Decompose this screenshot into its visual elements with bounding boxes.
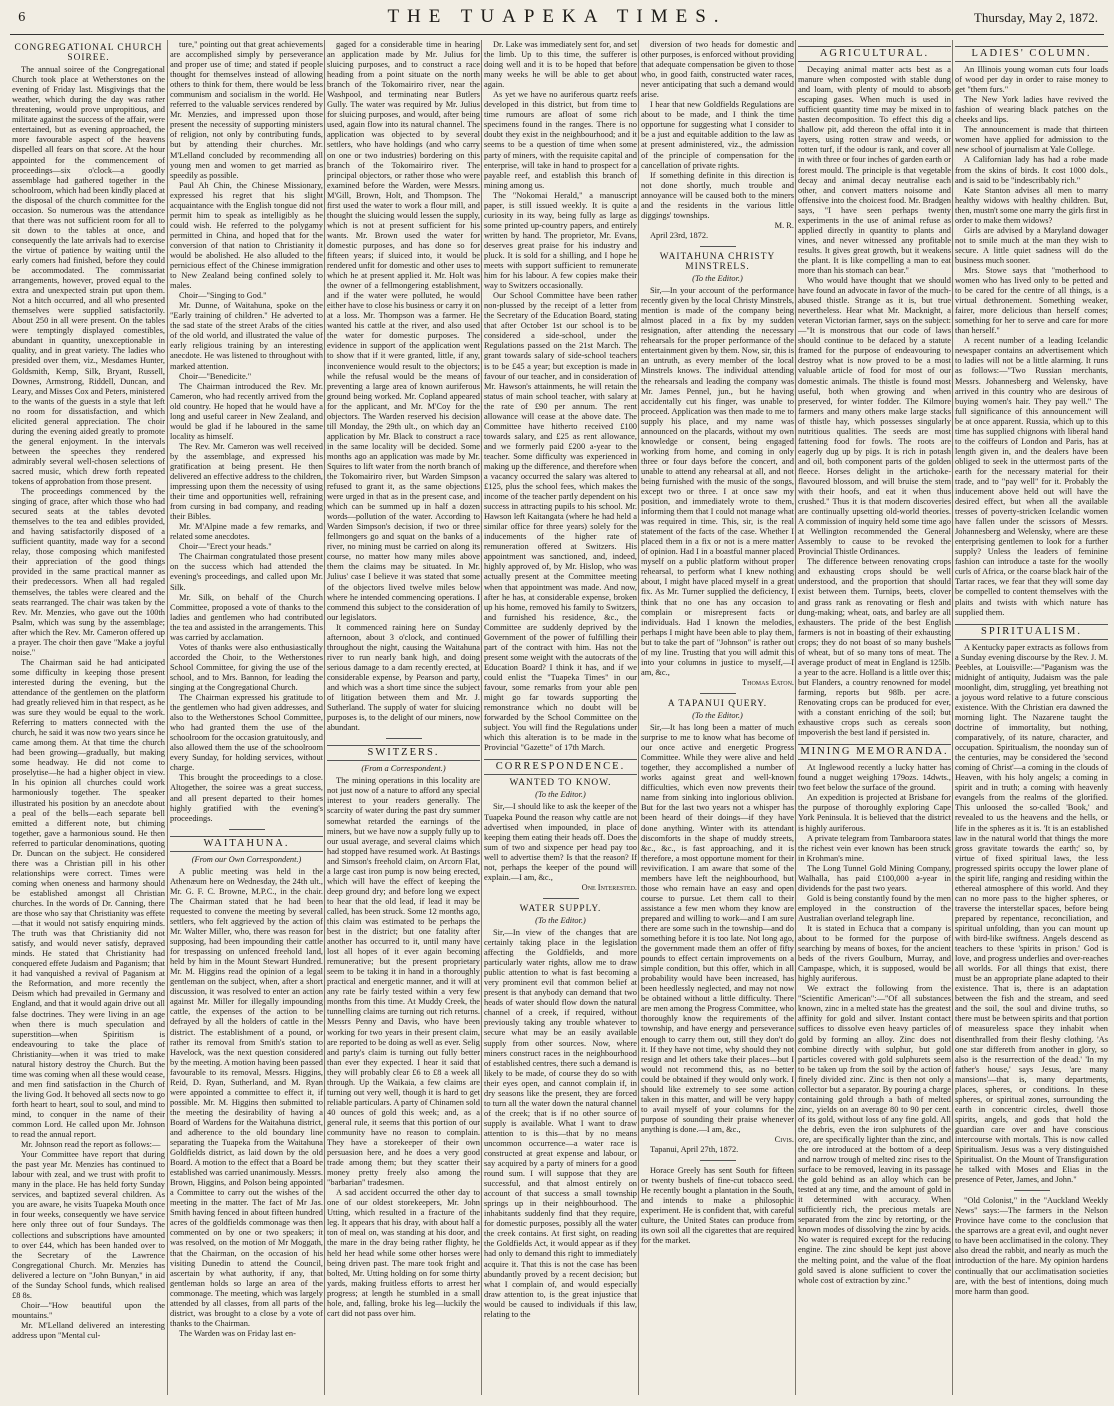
article-paragraph: A Kentucky paper extracts as follows from a Sunday evening discourse by the Rev. J. M. Peebles, at Louisville:—"Paganism was the midnight of antiquity, Judaism was the pale moonlight, dim, struggling, yet breathing not a joyous word relative to a future conscious existence. With the Christian era dawned the morning light. The Nazarene taught the doctrine of immortality, but nothing, comparatively, of its nature, character, and occupation. Spiritualism, the noonday sun of the centuries, may be considered the 'second coming of Christ'—a coming in the clouds of Heaven, with his holy angels; a coming in spirit and in truth; a coming with heavenly evangels from the realms of the glorified. This unloosed the so-called 'Book,' and revealed to us the heavens and the hells, or life in the spheres as it is. 'It is an established law in the natural world that things the more gross gravitate towards the earth;' so, by virtue of fixed spiritual laws, the less progressed spirits occupy the lower plane of the spirit life, ranging and residing within the ethereal atmosphere of this world. And they can no more pass to the higher spheres, or traverse the interstellar spaces, before being prepared by repentance, reconciliation, and spiritual unfolding, than you can mount up with bird-like swiftness. Angels descend as teachers to these 'spirits in prison.' God is love, and progress underlies and over-reaches all worlds. For all things that exist, there must be an appropriate plane adapted to their existence. That is, there is an adaptation between the fish and the stream, and seed and the soil, the soul and divine truths, so there must be between spirits and that portion of measureless space they inhabit when disenthralled from their fleshy clothing. 'As one star differeth from another in glory, so also is the resurrection of the dead.' 'In my father's house,' says Jesus, 'are many mansions'—that is, many departments, places, spheres, or conditions. In these spheres, or spiritual zones, surrounding the earth in concentric circles, dwell those spirits, angels, and gods that hold the guardian care over and have conscious intercourse with mortals. This is now called Spiritualism. Jesus was a very distinguished Spiritualist. On the Mount of Transfiguration he talked with Moses and Elias in the presence of Peter, James, and John." xyxy=(955,642,1108,1185)
letter-salutation: (To the Editor.) xyxy=(535,915,586,925)
column-rule xyxy=(167,40,168,1395)
article-paragraph: The announcement is made that thirteen women have applied for admission to the new school of journalism at Yale College. xyxy=(955,125,1108,155)
letter-date: Tapanui, April 27th, 1872. xyxy=(650,1145,739,1155)
section-heading: LADIES' COLUMN. xyxy=(955,46,1108,62)
letter-paragraph: Sir,—In your account of the performance recently given by the local Christy Minstrels, mention is made of the company being almost placed in a fix by my sudden resignation, after attending the necessary rehearsals for the proper performance of the entertainment given by them. Now, sir, this is an untruth, as every member of the local Minstrels knows. The individual attending the rehearsals and leading the company was Mr. James Pennel, jun., but he having accidentally cut his finger, was unable to proceed. Application was then made to me to supply his place, and my name was announced on the placards, without my own knowledge or consent, being engaged working from home, and coming in only three or four days before the concert, and unable to attend any rehearsal at all, and not being furnished with the music of the songs, except two or three. I at once saw my position, and immediately wrote to them, informing them that I could not manage what was required in time. This, sir, is the real statement of the facts of the case. Whether I placed them in a fix or not is a mere matter of opinion. Had I in a boastful manner placed myself on a public platform without proper rehearsal, to perform what I knew nothing about, I might have placed myself in a great fix. As Mr. Turner supplied the deficiency, I think that no one has any occasion to complain or misrepresent facts or individuals. Had I known the melodies, perhaps I might have been able to play them, but to take the part of "Johnson" is rather out of my line. Trusting that you will admit this into your columns in justice to myself,—I am, &c., xyxy=(641,286,794,677)
article-paragraph: Choir—"Benedicite." xyxy=(179,371,252,381)
article-paragraph: As yet we have no auriferous quartz reefs developed in this district, but from time to time rumours are afloat of some rich specimens found in the ranges. There is no doubt they exist in the neighbourhood; and it seems to be a question of time when some party of miners, with the requisite capital and enterprise, will take in hand to prospect for a payable reef, and establish this branch of mining among us. xyxy=(484,90,637,190)
column-1 xyxy=(12,40,165,1395)
article-paragraph: "Old Colonist," in the "Auckland Weekly News" says:—The farmers in the Nelson Province have come to the conclusion that the sparrows are a great evil, and ought never to have been acclimatised in the colony. They also dread the rabbit, and nearly as much the introduction of the hare. My opinion hardens continually that our acclimatisation societies are, with the best of intentions, doing much more harm than good. xyxy=(955,1196,1108,1296)
article-paragraph: The "Nokomai Herald," a manuscript paper, is still issued weekly. It is quite a curiosity in its way, being fully as large as some printed up-country papers, and entirely written by hand. The proprietor, Mr. Evans, deserves great praise for his industry and pluck. It is sold for a shilling, and I hope he meets with support sufficient to remunerate him for his labour. A few copies make their way to Switzers occasionally. xyxy=(484,190,637,291)
article-paragraph: The Warden was on Friday last en- xyxy=(179,1328,296,1338)
letter-date: April 23rd, 1872. xyxy=(650,230,709,240)
article-paragraph: Gold is being constantly found by the men employed in the construction of the Australian overland telegraph line. xyxy=(798,893,951,923)
article-paragraph: Choir—"How beautiful upon the mountains." xyxy=(12,1300,165,1320)
section-divider xyxy=(700,693,736,694)
article-paragraph: The Chairman introduced the Rev. Mr. Cameron, who had recently arrived from the old country. He hoped that he would have a long and useful career in New Zealand, and would be glad if he laboured in the same locality as himself. xyxy=(170,381,323,441)
article-paragraph: Choir—"Erect your heads." xyxy=(179,542,272,552)
article-paragraph: Mr. M'Lelland delivered an interesting address upon "Mental cul- xyxy=(12,1320,165,1340)
column-2 xyxy=(170,40,323,1395)
article-paragraph: The New York ladies have revived the fashion of wearing black patches on the cheeks and lips. xyxy=(955,95,1108,125)
article-paragraph: The Chairman said he had anticipated some difficulty in keeping those present interested during the evening, but the attendance of the gentlemen on the platform had greatly relieved him in that respect, as he was sure they would be equal to the work. Referring to matters connected with the church, he said it was now two years since he came among them. At that time the church had been growing—gradually, but making some headway. He did not come to proselytise—he had a higher object in view. In his opinion all churches could work harmoniously together. The speaker illustrated his position by an anecdote about a peal of the bells—each separate bell emitted a different note, but chiming together, gave a harmonious sound. He then referred to particular denominations, quoting Dr. Duncan on the subject. He considered there was a Christian pill in his other relationships were correct. Times were coming when oneness and harmony should be established amongst all Christian churches. In the words of Dr. Canning, there are those who say that Christianity was effete—that it would not satisfy enquiring minds. The truth was that Christianity did not satisfy, and would never satisfy, depraved minds. He stated that Christianity had conquered effete Judaism and Paganism; that it had vanquished a revival of Paganism at the Reformation, and more recently the Deism which had prevailed in Germany and England, and that it would again drive out all false doctrines. They were living in an age when there is much speculation and superstition—when Spiritism is endeavouring to take the place of Christianity—when it was tried to make natural history destroy the Church. But the time was coming when all these would cease, and men find satisfaction in the Church of the living God. It behoved all sects now to go forth heart to heart, soul to soul, and mind to mind, to conquer in the name of their common Lord. He called upon Mr. Johnson to read the annual report. xyxy=(12,657,165,1140)
article-paragraph: Horace Greely has sent South for fifteen or twenty bushels of fine-cut tobacco seed. He recently bought a plantation in the South, and intends to make a philosophic experiment. He is confident that, with careful culture, the United States can produce from its own soil all the cigarettes that are required for the market. xyxy=(641,1166,794,1246)
article-heading: WAITAHUNA. xyxy=(170,836,323,852)
article-heading: SWITZERS. xyxy=(327,745,480,761)
column-rule xyxy=(638,40,639,1395)
letter-salutation: (To the Editor.) xyxy=(692,274,743,284)
article-paragraph: At Inglewood recently a lucky hatter has found a nugget weighing 179ozs. 14dwts., two feet below the surface of the ground. xyxy=(798,763,951,793)
letter-paragraph: Sir,—In view of the changes that are certainly taking place in the legislation affecting the Goldfields, and more particularly water rights, allow me to draw public attention to what is fast becoming a very prominent evil that common belief at present is that anybody can demand that two heads of water should flow down the natural channel of a creek, if required, without previously taking any trouble whatever to secure what may be an easily available supply from other sources. Now, where miners construct races in the neighbourhood of established centres, there such a demand is likely to be made, of course they do so with their eyes open, and cannot complain if, in dry seasons like the present, they are forced to turn all the water down the natural channel of the creek; that is if no other source of supply is available. What I want to draw attention to is this—that by no means uncommon occurrence—a water race is constructed at great expense and labour, or say acquired by a party of miners for a good round sum. I will suppose that they are successful, and that almost entirely on account of that success a small township springs up in their neighbourhood. The inhabitants suddenly find that they require, for domestic purposes, possibly all the water the creek contains. At first sight, on reading the Goldfields Act, it would appear as if they had only to demand this right to immediately acquire it. That this is not the case has been abundantly proved by a recent decision; but what I complain of, and would especially draw attention to, is the great injustice that would be caused to individuals if this law, relating to the xyxy=(484,927,637,1319)
article-paragraph: This brought the proceedings to a close. Altogether, the soiree was a great success, and all present departed to their homes highly gratified with the evening's proceedings. xyxy=(170,773,323,823)
letter-heading: A TAPANUI QUERY. xyxy=(667,698,768,709)
article-paragraph: An expedition is projected at Brisbane for the purpose of thoroughly exploring Cape York Peninsula. It is believed that the district is highly auriferous. xyxy=(798,793,951,833)
letter-signature: Thomas Eaton. xyxy=(742,677,794,687)
letter-signature: Civis. xyxy=(774,1134,794,1144)
article-paragraph: The difference between renovating crops and exhausting crops should be well understood, and the proportion that should exist between them. Turnips, beets, clover and grass rank as renovating or flesh and dung-making; wheat, oats, and barley are all exhausters. The pride of the best English farmers is not in boasting of their exhausting crops; they do not boast of so many bushels of wheat, but of so many tons of meat. The average product of meat in England is 125lb. a year to the acre. Holland is a little over this; but Flanders, a country renowned for model farming, reports but 98lb. per acre. Renovating crops can be produced for ever, with a constant enriching of the soil; but exhaustive crops such as cereals soon impoverish the best land if persisted in. xyxy=(798,557,951,738)
section-heading: MINING MEMORANDA. xyxy=(798,744,951,760)
column-7 xyxy=(955,40,1108,1395)
article-paragraph: Mr. Dunne, of Waitahuna, spoke on the "Early training of children." He adverted to the sad state of the street Arabs of the cities of the old world, and illustrated the value of early religious training by an interesting anecdote. He was listened to throughout with marked attention. xyxy=(170,301,323,371)
article-paragraph: Our School Committee have been rather non-plussed by the receipt of a letter from the Secretary of the Education Board, stating that after October 1st our school is to be considered a side-school, under the Regulations passed on the 21st March. The grant towards salary of side-school teachers is to be £45 a year; but exception is made in favour of our teacher, and in consideration of Mr. Hawson's attainments, he will retain the status of main school teacher, with salary at the rate of £90 per annum. The rent allowance will cease at the above date. The Committee have hitherto received £100 towards salary, and £25 as rent allowance, and we formerly paid £200 a-year to the teacher. Some difficulty was experienced in making up the difference, and therefore when a vacancy occurred the salary was altered to £125, plus the school fees, which makes the income of the teacher partly dependent on his success in attracting pupils to his school. Mr. Hawson left Kaitangata (where he had held a similar office for three years) solely for the inducements of the higher rate of remuneration offered at Switzers. His appointment was sanctioned, and, indeed, highly approved of, by Mr. Hislop, who was actually present at the Committee meeting when that appointment was made. And now, after he has, at considerable expense, broken up his home, removed his family to Switzers, and furnished his residence, &c., the Committee are suddenly deprived by the Government of the power of fulfilling their part of the contract with him. Has not the present some weight with the autocrats of the Education Board? I think it has, and if we could enlist the "Tuapeka Times" in our favour, some remarks from your able pen might go far towards supporting the remonstrance which no doubt will be forwarded by the School Committee on the subject. You will find the Regulations under which this alteration is to be made in the Provincial "Gazette" of 17th March. xyxy=(484,291,637,753)
article-paragraph: A sad accident occurred the other day to one of our oldest storekeepers, Mr. John Utting, which resulted in a fracture of the leg. It appears that his dray, with about half a ton of meal on, was standing at his door, and the mare in the dray being rather flighty, he held her head while some other horses were being driven past. The mare took fright and bolted, Mr. Utting holding on for some thirty yards, making fruitless efforts to arrest her progress; at length he stumbled in a small hole, and, falling, broke his leg—luckily the cart did not pass over him. xyxy=(327,1188,480,1318)
section-heading: AGRICULTURAL. xyxy=(798,46,951,62)
section-divider xyxy=(543,898,579,899)
letter-signature: One Interested. xyxy=(581,882,637,892)
article-paragraph: Kate Stanton advises all men to marry healthy widows with healthy children. But, then, mustn't some one marry the girls first in order to make them widows? xyxy=(955,185,1108,225)
section-divider xyxy=(1014,1190,1050,1191)
article-paragraph: Mrs. Stowe says that "motherhood to women who has lived only to be petted and to be cared for the centre of all things, is a virtual dethronement. Something weaker, fairer, more delicious than herself comes; something for her to serve and care for more than herself." xyxy=(955,265,1108,336)
article-heading: CONGREGATIONAL CHURCH SOIREE. xyxy=(14,43,163,64)
issue-date: Thursday, May 2, 1872. xyxy=(973,10,1098,25)
article-paragraph: Mr. M'Alpine made a few remarks, and related some anecdotes. xyxy=(170,522,323,542)
letter-paragraph: I hear that new Goldfields Regulations are about to be made, and I think the time opportune for suggesting what I consider to be a just and equitable addition to the law as at present administered, viz., the admission of the principle of compensation for the cancellation of private rights. xyxy=(641,100,794,170)
article-paragraph: A private telegram from Tambaroora states the richest vein ever known has been struck in Krohman's mine. xyxy=(798,833,951,863)
article-paragraph: Choir—"Singing to God." xyxy=(179,291,267,301)
article-paragraph: The mining operations in this locality are not just now of a nature to afford any special interest to your readers generally. The scarcity of water during the past dry summer somewhat retarded the earnings of the miners, but we have now a supply fully up to our usual average, and several claims which had stopped have resumed work. At Bastings and Simson's freehold claim, on Arcorn Flat, a large cast iron pump is now being erected, which will have the effect of keeping the deep ground dry; and before long we expect to hear that the old lead, if lead it may be called, has been struck. Some 12 months ago, this claim was estimated to be perhaps the best in the district; but one fatality after another has occurred to it, until many have lost all hopes of it ever again becoming remunerative; but the present proprietary seem to be taking it in hand in a thoroughly practical and energetic manner, and it will at any rate be fairly tested within a very few months from this time. At Muddy Creek, the tunnelling claims are turning out rich returns. Messrs Penny and Davis, who have been working for two years in their present claim, are reported to be doing as well as ever. Selig and party's claim is turning out fully better than ever they expected. I hear it said that they will probably clear £6 to £8 a week all through. Up the Waikaia, a few claims are turning out very well, though it is hard to get reliable particulars. A party of Chinamen sold 40 ounces of gold this week; and, as a general rule, it seems that this portion of our community have no reason to complain. They have a storekeeper of their own persuasion here, and he does a very good trade among them; but they scatter their money pretty freely also among the "barbarian" tradesmen. xyxy=(327,776,480,1188)
article-paragraph: ture," pointing out that great achievements are accomplished simply by perseverance and proper use of time; and stated if people thought for themselves instead of allowing others to think for them, there would be less communism and socialism in the world. He referred to the valuable services rendered by Mr. Menzies, and impressed upon those present the necessity of supporting ministers of religion, not only by contributing funds, but by attending their churches. Mr. M'Lelland concluded by recommending all young men and women to get married as speedily as possible. xyxy=(170,40,323,180)
newspaper-title: THE TUAPEKA TIMES. xyxy=(387,6,727,27)
article-paragraph: A recent number of a leading Icelandic newspaper contains an advertisement which to ladies will not be a little alarming. It runs as follows:—"Two Russian merchants, Messrs. Johannesberg and Welensky, have arrived in this country who are desirous of buying women's hair. They pay well." The full significance of this announcement will be at once apparent. Russia, which up to this time has supplied chignons with liberal hand to the coiffeurs of London and Paris, has at length given in, and the dealers have been obliged to seek in the uttermost parts of the earth for the necessary material for their trade, and to "pay well" for it. Probably the inducement above held out will have the desired effect, but when all the available tresses of poverty-stricken Icelandic women have fallen under the scissors of Messrs. Johannesberg and Welensky, where are these enterprising gentlemen to look for a further supply? Unless the leaders of feminine fashion can introduce a taste for the woolly curls of Africa, or the coarse black hair of the Tartar races, we fear that they will some day be compelled to content themselves with the plaits and twists with which nature has supplied them. xyxy=(955,336,1108,617)
column-rule xyxy=(952,40,953,1395)
letter-heading: WATER SUPPLY. xyxy=(519,903,602,914)
column-5 xyxy=(641,40,794,1395)
section-divider xyxy=(386,738,422,739)
article-paragraph: An Illinois young woman cuts four loads of wood per day in order to raise money to get "them furs." xyxy=(955,65,1108,95)
article-paragraph: The annual soiree of the Congregational Church took place at Wetherstones on the evening of Friday last. Misgivings that the weather, which during the day was rather threatening, would prove unpropitious, and militate against the success of the affair, were entertained, but as evening approached, the more favourable aspect of the heavens dispelled all fears on that score. At the hour appointed for the commencement of proceedings—six o'clock—a goodly assemblage had gathered together in the schoolroom, which had been kindly placed at the disposal of the church committee for the occasion. So numerous was the attendance that there was not sufficient room for all to sit down to the tables at once, and consequently the late arrivals had to exercise the virtue of patience by waiting until the early comers had finished, before they could be accommodated. The commissariat arrangements, however, proved equal to the extra and unexpected strain put upon them. Not a hitch occurred, and all who presented themselves were supplied satisfactorily. About 250 in all were present. On the tables were temptingly displayed comestibles, abundant in quantity, unexceptionable in quality, and in great variety. The ladies who presided over them, viz., Mesdames Hunter, Goldsmith, Kemp, Silk, Bryant, Russell, Downes, Armstrong, Riddell, Duncan, and Leary, and Misses Cox and Peters, ministered to the wants of the guests in a style that left no room for dissatisfaction, and which elicited general appreciation. The choir during the evening aided greatly to promote the general enjoyment. In the intervals between the speeches they rendered admirably several well-chosen selections of sacred music, which drew forth repeated tokens of approbation from those present. xyxy=(12,65,165,487)
letter-heading: WANTED TO KNOW. xyxy=(509,778,612,789)
section-divider xyxy=(229,829,265,830)
article-paragraph: A public meeting was held in the Athenæum here on Wednesday, the 24th ult., Mr. G. F. C. Browne, M.P.C., in the chair. The Chairman stated that he had been requested to convene the meeting by several settlers, who felt aggrieved by the action of Mr. Walter Miller, who, there was reason for supposing, had been impounding their cattle for trespassing on unfenced freehold land, held by him in the Mount Stewart Hundred. Mr. M. Higgins read the opinion of a legal gentleman on the subject, when, after a short discussion, it was resolved to enter an action against Mr. Miller for illegally impounding cattle, the expenses of the action to be defrayed by all the holders of cattle in the district. The establishment of a pound, or rather its removal from Smith's station to Havelock, was the next question considered by the meeting. A motion having been passed favourable to its removal, Messrs. Higgins, Reid, D. Ryan, Sutherland, and M. Ryan were appointed a committee to effect it, if possible. Mr. M. Higgins then submitted to the meeting the desirability of having a Board of Wardens for the Waitahuna district, and adherence to the old boundary line separating the Tuapeka from the Waitahuna Goldfields district, as laid down by the old Board. A motion to the effect that a Board be established was carried unanimously. Messrs. Brown, Higgins, and Polson being appointed a Committee to carry out the wishes of the meeting in the matter. The fact of Mr Jas. Smith having fenced in about fifteen hundred acres of the goldfields commonage was then commented on by one or two speakers; it was resolved, on the motion of Mr Moggath, that the Chairman, on the occasion of his visiting Dunedin to attend the Council, ascertain by what authority, if any, that gentleman holds so large an area of the commonage. The meeting, which was largely attended by all classes, from all parts of the district, was brought to a close by a vote of thanks to the Chairman. xyxy=(170,866,323,1328)
article-paragraph: Decaying animal matter acts best as a manure when composted with stable dung and loam, with plenty of mould to absorb escaping gases. When much is used in sufficient quantity time may be mixed in to hasten decomposition. To effect this dig a shallow pit, add thereon the offal into it in layers, using rotten straw and weeds, or rotten turf, if the odour is rank, and cover all in with three or four inches of garden earth or forest mould. The principle is that vegetable decay and animal decay neutralise each other, and convert matters noisome and offensive into the choicest food. Mr. Bradgen says, "I have seen perhaps twenty experiments in the use of animal refuse as applied directly in quantity to plants and vines, and never witnessed any profitable results. It gives great growth, but it weakens the plant. It is like compelling a man to eat more than his stomach can bear." xyxy=(798,65,951,275)
article-paragraph: The Chairman expressed his gratitude to the gentlemen who had given addresses, and also to the Wetherstones School Committee, who had granted them the use of the schoolroom for the occasion gratuitously, and also allowed them the use of the schoolroom every Sunday, for holding services, without charge. xyxy=(170,693,323,773)
column-rule xyxy=(324,40,325,1395)
article-paragraph: The proceedings commenced by the singing of grace, after which those who had secured seats at the tables devoted themselves to the tea and edibles provided, and having satisfactorily disposed of a sufficient quantity, made way for a second relay, those composing which manifested their appreciation of the good things provided in the same practical manner as their predecessors. When all had regaled themselves, the tables were cleared and the seats rearranged. The chair was taken by the Rev. Mr. Menzies, who gave out the 100th Psalm, which was sung by the assemblage; after which the Rev. Mr. Cameron offered up a prayer. The choir then gave "Make a joyful noise." xyxy=(12,487,165,657)
article-paragraph: A Californian lady has had a robe made from the skins of birds. It cost 1000 dols., and is said to be "indescribably rich." xyxy=(955,155,1108,185)
byline: (From our Own Correspondent.) xyxy=(191,854,302,864)
article-paragraph: The Rev. Mr. Cameron was well received by the assemblage, and expressed his gratification at being present. He then delivered an effective address to the children, impressing upon them the necessity of using their time and opportunities well, refraining from cursing in bad company, and reading their Bibles. xyxy=(170,441,323,522)
masthead xyxy=(10,6,1104,35)
section-heading: CORRESPONDENCE. xyxy=(484,759,637,775)
column-4 xyxy=(484,40,637,1395)
column-rule xyxy=(795,40,796,1395)
letter-signature: M. R. xyxy=(774,220,794,230)
letter-salutation: (To the Editor.) xyxy=(692,711,743,720)
article-paragraph: We extract the following from the "Scientific American":—"Of all substances known, zinc in a melted state has the greatest affinity for gold and silver. Instant contact suffices to dissolve even heavy particles of gold by forming an alloy. Zinc does not combine directly with sulphur, but gold particles covered with gold sulphurets seem to be taken up from the soil by the action of finely divided zinc. Zinc is then not only a collector but a separator. By pouring a charge containing gold through a bath of melted zinc, yields on an average 80 to 90 per cent. of its gold, without loss of any fine gold. All the debris, even the iron sulphurets of the ore, are specifically lighter than the zinc, and the ore introduced at the bottom of a deep and narrow trough of melted zinc rises to the surface to be removed, leaving in its passage the gold behind as an alloy which can be tested at any time, and the amount of gold in it determined with accuracy. When sufficiently rich, the precious metals are separated from the zinc by retorting, or the known modes of dissolving the zinc by acids. No water is required except for the reducing engine. The zinc should be kept just above the melting point, and the value of the float gold saved is alone sufficient to cover the whole cost of extraction by zinc." xyxy=(798,984,951,1285)
column-3 xyxy=(327,40,480,1395)
article-paragraph: The Chairman congratulated those present on the success which had attended the evening's proceedings, and called upon Mr. Silk. xyxy=(170,552,323,592)
article-paragraph: gaged for a considerable time in hearing an application made by Mr. Julius for sluicing purposes, and to construct a race heading from a point situate on the north branch of the Tokomairiro river, near the Washpool, and terminating near Butlers Gully. The water was required by Mr. Julius for sluicing purposes, and would, after being used, again flow into its natural channel. The application was objected to by several settlers, who have holdings (and who carry on one or two industries) bordering on this branch of the Tokomairiro river. The principal objectors, or rather those who were examined before the Warden, were Messrs. M'Gill, Brown, Holt, and Thompson. The first used the water to work a flour mill, and thought the sluicing would lessen the supply, which is not at present sufficient for his wants. Mr. Brown used the water for domestic purposes, and has done so for fifteen years; if sluiced into, it would be rendered unfit for domestic and other uses to which he at present applied it. Mr. Holt was the owner of a fellmongering establishment, and if the water were polluted, he would either have to close his business or carry it on at a loss. Mr. Thompson was a farmer. He wanted his cattle at the river, and also used the water for domestic purposes. The evidence in support of the application went to show that if it were granted, little, if any, inconvenience would result to the objectors; while the refusal would be the means of preventing a large area of known auriferous ground being worked. Mr. Copland appeared for the applicant, and Mr. M'Coy for the objectors. The Warden reserved his decision till Monday, the 29th ult., on which day an application by Mr. Black to construct a race in the same locality will be decided. Some months ago an application was made by Mr. Squires to lift water from the north branch of the Tokomairiro river, but Warden Simpson refused to grant it, as the same objections were urged in that as in the present case, and which can be summed up in half a dozen words—pollution of the water. According to Warden Simpson's decision, if two or three fellmongers go and squat on the banks of a river, no mining must be carried on along its course, no matter how many miles above them the claims may be situated. In Mr. Julius' case I believe it was stated that some of the objectors lived twelve miles below where he intended commencing operations. I commend this subject to the consideration of our legislators. xyxy=(327,40,480,622)
section-divider xyxy=(700,246,736,247)
article-paragraph: It commenced raining here on Sunday afternoon, about 3 o'clock, and continued throughout the night, causing the Waitahuna river to run nearly bank high, and doing serious damage to a dam recently erected, at considerable expense, by Pearson and party, and which was a short time since the subject of litigation between them and Mr. J. Sutherland. The supply of water for sluicing purposes is, to the delight of our miners, now abundant. xyxy=(327,622,480,733)
article-paragraph: Mr. Johnson read the report as follows:— xyxy=(21,1140,161,1150)
section-heading: SPIRITUALISM. xyxy=(955,624,1108,640)
column-6 xyxy=(798,40,951,1395)
page-number: 6 xyxy=(18,10,26,24)
article-paragraph: Mr. Silk, on behalf of the Church Committee, proposed a vote of thanks to the ladies and gentlemen who had contributed the tea and assisted in the arrangements. This was carried by acclamation. xyxy=(170,592,323,642)
letter-paragraph: If something definite in this direction is not done shortly, much trouble and annoyance will be caused both to the miners and the residents in the various little diggings' townships. xyxy=(641,170,794,220)
article-paragraph: Dr. Lake was immediately sent for, and set the limb. Up to this time, the sufferer is doing well and it is to be hoped that before many weeks he will be able to get about again. xyxy=(484,40,637,90)
letter-salutation: (To the Editor.) xyxy=(535,790,586,800)
letter-paragraph: Sir,—It has long been a matter of much surprise to me to know what has become of our once active and energetic Progress Committee. While they were alive and held together, they accomplished a number of works against great and well-known difficulties, which even now prevents their name from sinking into inglorious oblivion. But for the last two years not a whisper has been heard of their doings—if they have done anything. Winter with its attendant discomforts in the shape of muddy streets, &c., &c., is fast approaching, and it is therefore, a most opportune moment for their revivification. I am aware that some of the members have left the neighbourhood, but those who remain have an easy and open course to pursue. Let them call to their assistance a few men whom they know are prepared and willing to work—and I am sure there are some such in the township—and do something before it is too late. Not long ago, the government made them an offer of fifty pounds to effect certain improvements on a simple condition, but this offer, which in all probability would have been increased, has been heedlessly neglected, and may not now be obtained without a little difficulty. There are men among the Progress Committee, who thoroughly know the requirements of the township, and have energy and perseverance enough to carry them out, still they don't do it. If they have not time, why should they not resign and let others take their places—but I would not recommend this, as no better could be obtained if they would only work. I should like extremely to see some action taken in this matter, and will be very happy to avail myself of your columns for the purpose of sounding their praise whenever anything is done.—I am, &c., xyxy=(641,723,794,1134)
byline: (From a Correspondent.) xyxy=(361,764,446,774)
article-paragraph: The Long Tunnel Gold Mining Company, Walhalla, has paid £100,000 a-year in dividends for the past two years. xyxy=(798,863,951,893)
article-paragraph: Your Committee have report that during the past year Mr. Menzies has continued to labour with zeal, and we trust with profit to many in the place. He has held forty Sunday services, and baptized several children. As you are aware, he visits Tuapeka Mouth once in four weeks, consequently we have service here only three out of four Sundays. The collections and subscriptions have amounted to over £44, which has been handed over to the Secretary of the Lawrence Congregational Church. Mr. Menzies has delivered a lecture on "John Bunyan," in aid of the Sunday School funds, which realised £8 8s. xyxy=(12,1150,165,1300)
column-rule xyxy=(481,40,482,1395)
article-paragraph: Votes of thanks were also enthusiastically accorded the Choir, to the Wetherstones School Committee, for giving the use of the school, and to Mrs. Bannon, for leading the singing at the Congregational Church. xyxy=(170,642,323,692)
letter-paragraph: Sir,—I should like to ask the keeper of the Tuapeka Pound the reason why cattle are not advertised when impounded, in place of keeping them eating their heads off. Does the sum of two and sixpence per head pay too well to advertise them? Is that the reason? If not, perhaps the keeper of the pound will explain.—I am, &c., xyxy=(484,802,637,882)
letter-paragraph: diversion of two heads for domestic and other purposes, is enforced without providing that adequate compensation be given to those who, in good faith, constructed water races, never anticipating that such a demand would arise. xyxy=(641,40,794,100)
article-paragraph: Paul Ah Chin, the Chinese Missionary, expressed his regret that his slight acquaintance with the English tongue did not permit him to speak as intelligibly as he could wish. He referred to the polygamy permitted in China, and hoped that for the conversion of that nation to Christianity it would be abolished. He also alluded to the pernicious effect of the Chinese immigration to New Zealand being confined solely to males. xyxy=(170,180,323,291)
letter-heading: WAITAHUNA CHRISTY MINSTRELS. xyxy=(659,251,776,272)
section-divider xyxy=(700,1160,736,1161)
article-paragraph: Who would have thought that we should have found an advocate in favor of the much-abused thistle. Strange as it is, but true nevertheless. Hear what Mr. Macknight, a veteran Victorian farmer, says on the subject:—"It is monstrous that our code of laws should continue to be defaced by a statute framed for the purpose of endeavouring to destroy what is now proved to be a most valuable article of food for most of our domestic animals. The thistle is found most useful, both when growing and when preserved, for winter fodder. The Kilmore farmers and many others make large stacks of thistle hay, which possesses singularly nutritious qualities. The seeds are most fattening food for fowls. The roots are eagerly dug up by pigs. It is rich in potash and oil, both component parts of the golden fleece. Horses delight in the artichoke-flavoured blossom, and will bruise the stem with their hoofs, and eat it when thus crushed." Thus it is that modern discoveries are continually upsetting old-world theories. A commission of inquiry held some time ago at Wellington recommended the General Assembly to cause to be revoked the Provincial Thistle Ordinances. xyxy=(798,276,951,557)
article-paragraph: Girls are advised by a Maryland dowager not to smile much at the man they wish to secure. A little quiet sadness will do the business much sooner. xyxy=(955,225,1108,265)
article-paragraph: It is stated in Echuca that a company is about to be formed for the purpose of searching by means of boxes, for the ancient beds of the rivers Goulburn, Murray, and Campaspe, which, it is supposed, would be highly auriferous. xyxy=(798,923,951,984)
